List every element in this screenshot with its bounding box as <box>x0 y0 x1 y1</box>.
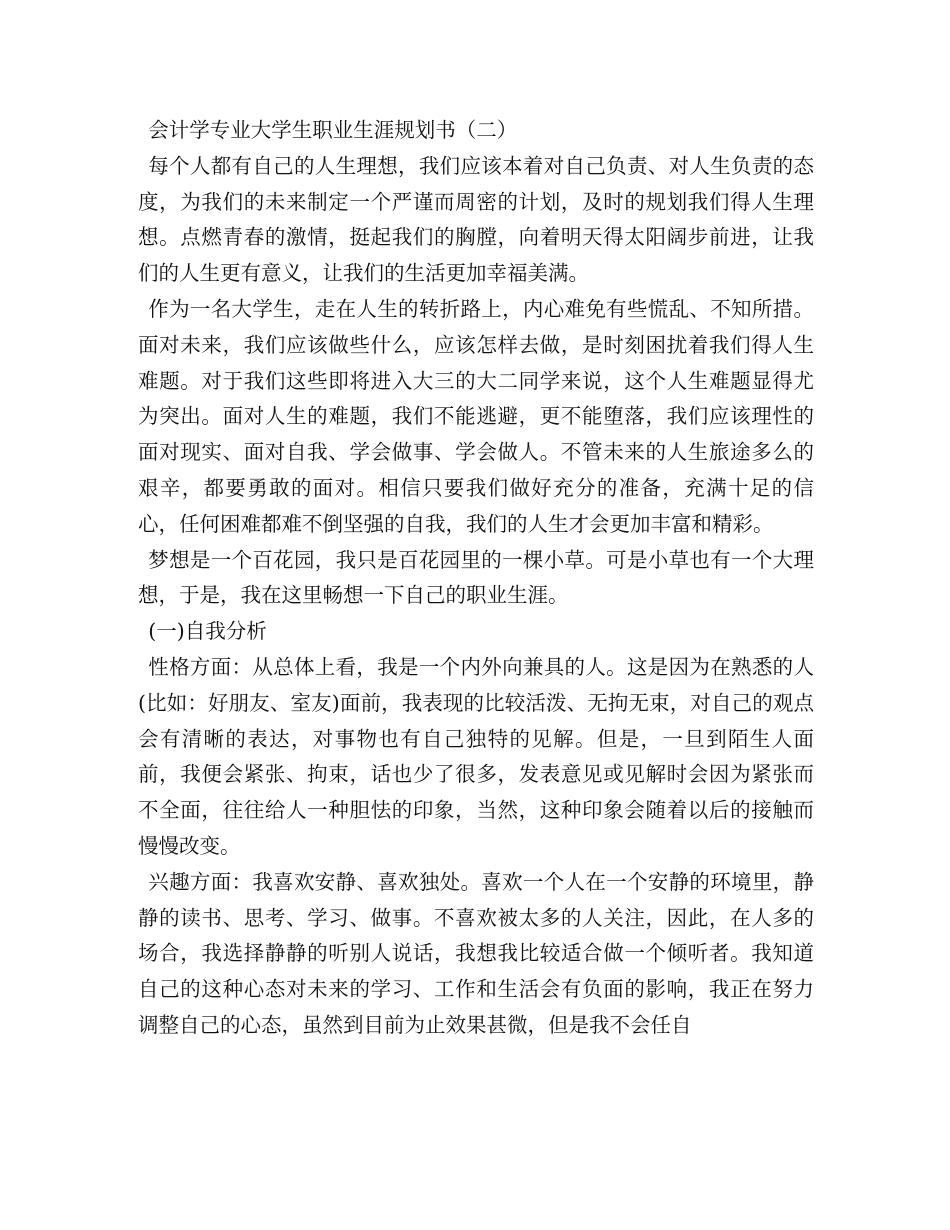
document-body <box>138 113 814 1044</box>
document-title: 会计学专业大学生职业生涯规划书（二） <box>148 118 518 142</box>
paragraph-student-challenge: 作为一名大学生，走在人生的转折路上，内心难免有些慌乱、不知所措。面对未来，我们应该做些什么，应该怎样去做，是时刻困扰着我们得人生难题。对于我们这些即将进入大三的大二同学来说，这个人生难题显得尤为突出。面对人生的难题，我们不能逃避，更不能堕落，我们应该理性的面对现实、面对自我、学会做事、学会做人。不管未来的人生旅途多么的艰辛，都要勇敢的面对。相信只要我们做好充分的准备，充满十足的信心，任何困难都难不倒坚强的自我，我们的人生才会更加丰富和精彩。 <box>138 296 814 536</box>
paragraph-interests: 兴趣方面：我喜欢安静、喜欢独处。喜欢一个人在一个安静的环境里，静静的读书、思考、学习、做事。不喜欢被太多的人关注，因此，在人多的场合，我选择静静的听别人说话，我想我比较适合做一个倾听者。我知道自己的这种心态对未来的学习、工作和生活会有负面的影响，我正在努力调整自己的心态，虽然到目前为止效果甚微，但是我不会任自 <box>138 869 814 1037</box>
paragraph-intro: 每个人都有自己的人生理想，我们应该本着对自己负责、对人生负责的态度，为我们的未来制定一个严谨而周密的计划，及时的规划我们得人生理想。点燃青春的激情，挺起我们的胸膛，向着明天得太阳阔步前进，让我们的人生更有意义，让我们的生活更加幸福美满。 <box>138 153 814 286</box>
paragraph-dream: 梦想是一个百花园，我只是百花园里的一棵小草。可是小草也有一个大理想，于是，我在这里畅想一下自己的职业生涯。 <box>138 547 814 608</box>
section-heading-self-analysis: (一)自我分析 <box>148 619 267 644</box>
paragraph-personality: 性格方面：从总体上看，我是一个内外向兼具的人。这是因为在熟悉的人(比如：好朋友、室友)面前，我表现的比较活泼、无拘无束，对自己的观点会有清晰的表达，对事物也有自己独特的见解。但是，一旦到陌生人面前，我便会紧张、拘束，话也少了很多，发表意见或见解时会因为紧张而不全面，往往给人一种胆怯的印象，当然，这种印象会随着以后的接触而慢慢改变。 <box>138 654 814 858</box>
